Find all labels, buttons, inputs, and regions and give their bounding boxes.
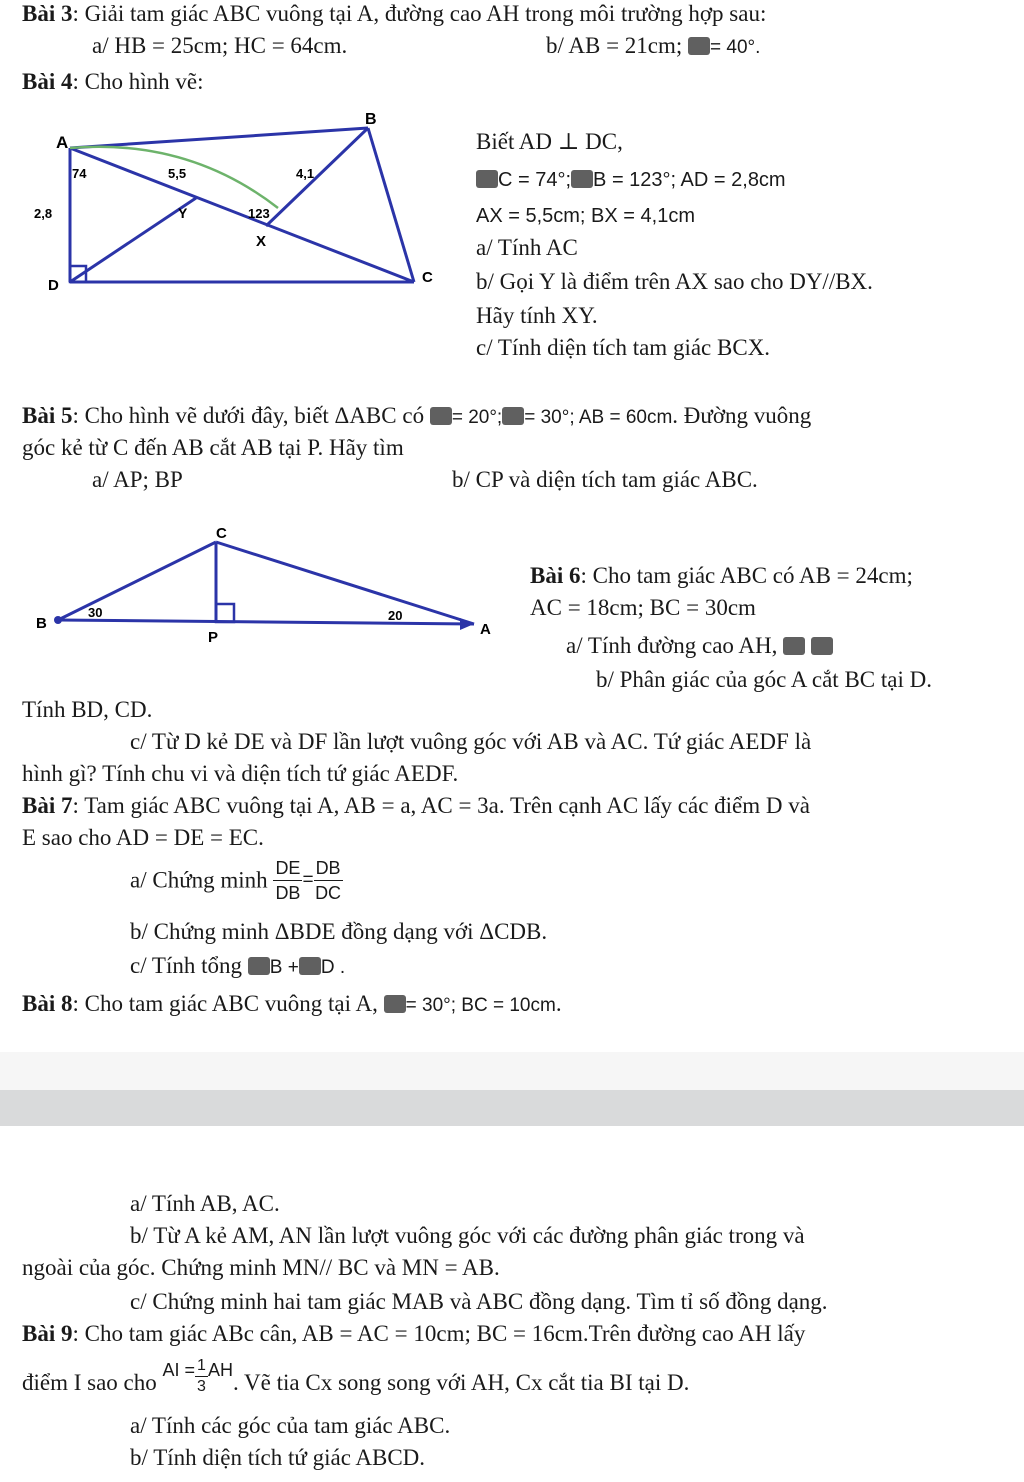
bai7-c [130,952,345,982]
angle-symbol [502,407,524,425]
fig5-label-P: P [208,629,219,646]
bai3-heading [22,0,766,28]
bai9-ah: AH [207,1360,233,1380]
fig4-label-55: 5,5 [168,166,187,181]
fraction-de-db [273,856,302,905]
bai7-heading [22,792,810,820]
bai8-c: c/ Chứng minh hai tam giác MAB và ABC đồng dạng. Tìm tỉ số đồng dạng. [130,1289,828,1314]
bai9-a: a/ Tính các góc của tam giác ABC. [130,1413,451,1438]
angle-symbol [384,995,406,1013]
fig4-label-D: D [48,277,59,294]
bai5-text4: . Đường vuông [672,403,812,428]
bai7-text: : Tam giác ABC vuông tại A, AB = a, AC = 3a. Trên cạnh AC lấy các điểm D và [72,793,810,818]
bai5-title: Bài 5 [22,403,73,428]
frac-den: DC [315,883,342,903]
bai3-title: Bài 3 [22,1,73,26]
bai6-heading [530,562,913,590]
fig5-label-20: 20 [388,608,403,623]
fig4-label-123: 123 [248,206,270,221]
bai6-b2: Tính BD, CD. [22,697,153,722]
bai9-line2b: . Vẽ tia Cx song song với AH, Cx cắt tia BI tại D. [232,1370,690,1395]
angle-symbol [430,407,452,425]
bai9-title: Bài 9 [22,1321,73,1346]
bai5-text2: = 20°; [451,407,503,428]
bai4-text: : Cho hình vẽ: [72,69,204,94]
frac-den: 3 [197,1378,206,1395]
fig4-label-74: 74 [72,166,87,181]
bai4-line2a: C = 74°; [498,169,572,191]
bai4-a: a/ Tính AC [476,235,578,260]
bai8-text: : Cho tam giác ABC vuông tại A, [72,991,378,1016]
bai9-text: : Cho tam giác ABc cân, AB = AC = 10cm; BC = 16cm.Trên đường cao AH lấy [72,1321,806,1346]
frac-den: DB [275,883,301,903]
page-divider [0,1090,1024,1126]
fraction-db-dc [314,856,343,905]
bai5-a: a/ AP; BP [92,467,183,492]
angle-symbol [688,37,710,55]
fig5-label-A: A [480,621,491,638]
angle-symbol [248,957,270,975]
bai6-line2: AC = 18cm; BC = 30cm [530,595,756,620]
bai8-b2: ngoài của góc. Chứng minh MN// BC và MN = AB. [22,1255,500,1280]
bai9-line2 [22,1356,689,1412]
bai3-b [546,32,760,62]
frac-num: 1 [195,1356,208,1377]
angle-symbol [811,637,833,655]
bai7-line2: E sao cho AD = DE = EC. [22,825,264,850]
bai4-b: b/ Gọi Y là điểm trên AX sao cho DY//BX. [476,269,873,294]
bai5-line2: góc kẻ từ C đến AB cắt AB tại P. Hãy tìm [22,435,404,460]
fig4-label-28: 2,8 [34,206,53,221]
page-gap-top [0,1052,1024,1090]
bai6-a [566,632,833,660]
fig4-label-A: A [56,133,69,152]
fig4-label-X: X [256,233,267,250]
bai6-a-text: a/ Tính đường cao AH, [566,633,778,658]
bai4-c: c/ Tính diện tích tam giác BCX. [476,335,771,360]
fig5-label-B: B [36,615,47,632]
frac-num: DE [273,856,302,881]
bai4-line2 [476,166,786,194]
bai6-c2: hình gì? Tính chu vi và diện tích tứ giác AEDF. [22,761,459,786]
bai7-c-text: c/ Tính tổng [130,953,243,978]
bai8-text2: = 30°; BC = 10cm [405,995,556,1016]
bai9-heading [22,1320,805,1348]
bai4-line3: AX = 5,5cm; BX = 4,1cm [476,205,695,227]
bai9-b: b/ Tính diện tích tứ giác ABCD. [130,1445,426,1470]
bai7-b: b/ Chứng minh ΔBDE đồng dạng với ΔCDB. [130,919,548,944]
angle-symbol [476,170,498,188]
bai5-text1: : Cho hình vẽ dưới đây, biết ΔABC có [72,403,425,428]
angle-symbol [299,957,321,975]
bai5-heading [22,402,811,432]
bai3-text: : Giải tam giác ABC vuông tại A, đường cao AH trong môi trường hợp sau: [72,1,767,26]
fig4-label-41: 4,1 [296,166,315,181]
bai5-text3: = 30°; AB = 60cm [524,407,673,428]
fig4-label-Y: Y [178,205,188,221]
bai8-heading: Bài 8: Cho tam giác ABC vuông tại A, = 30°; BC = 10cm. [22,991,562,1016]
bai7-title: Bài 7 [22,793,73,818]
bai8-b: b/ Từ A kẻ AM, AN lần lượt vuông góc với các đường phân giác trong và [130,1223,805,1248]
bai7-c-end: D . [320,957,346,978]
frac-num: DB [314,856,343,881]
bai7-a-text: a/ Chứng minh [130,867,268,893]
fig4-label-B: B [365,111,377,128]
bai4-b2: Hãy tính XY. [476,303,598,328]
bai7-c-mid: B + [269,957,299,978]
bai8-title: Bài 8 [22,991,73,1016]
bai5-figure [30,520,510,660]
fraction-one-third [195,1356,208,1397]
bai6-c: c/ Từ D kẻ DE và DF lần lượt vuông góc với AB và AC. Tứ giác AEDF là [130,729,812,754]
bai4-heading [22,68,203,96]
bai5-b: b/ CP và diện tích tam giác ABC. [452,467,758,492]
bai9-ai: AI = [162,1360,196,1380]
bai4-figure [28,108,448,298]
bai4-line2b: B = 123°; AD = 2,8cm [593,169,786,191]
bai6-text: : Cho tam giác ABC có AB = 24cm; [580,563,913,588]
bai8-a: a/ Tính AB, AC. [130,1191,280,1216]
bai4-line1: Biết AD ⊥ DC, [476,129,623,154]
angle-symbol [783,637,805,655]
fig5-label-30: 30 [88,605,103,620]
bai9-line2a: điểm I sao cho [22,1370,157,1395]
bai7-a: a/ Chứng minh $\frac{DE}{DB}$ = $\frac{DB}{DC}$ [130,858,342,903]
bai3-a: a/ HB = 25cm; HC = 64cm. [92,33,348,58]
bai3-b-pre: b/ AB = 21cm; [546,33,683,58]
bai4-title: Bài 4 [22,69,73,94]
bai3-b-post: = 40°. [710,37,761,58]
angle-symbol [571,170,593,188]
bai6-title: Bài 6 [530,563,581,588]
fig4-label-C: C [422,269,433,286]
fig5-label-C: C [216,525,227,542]
bai6-b: b/ Phân giác của góc A cắt BC tại D. [596,667,932,692]
